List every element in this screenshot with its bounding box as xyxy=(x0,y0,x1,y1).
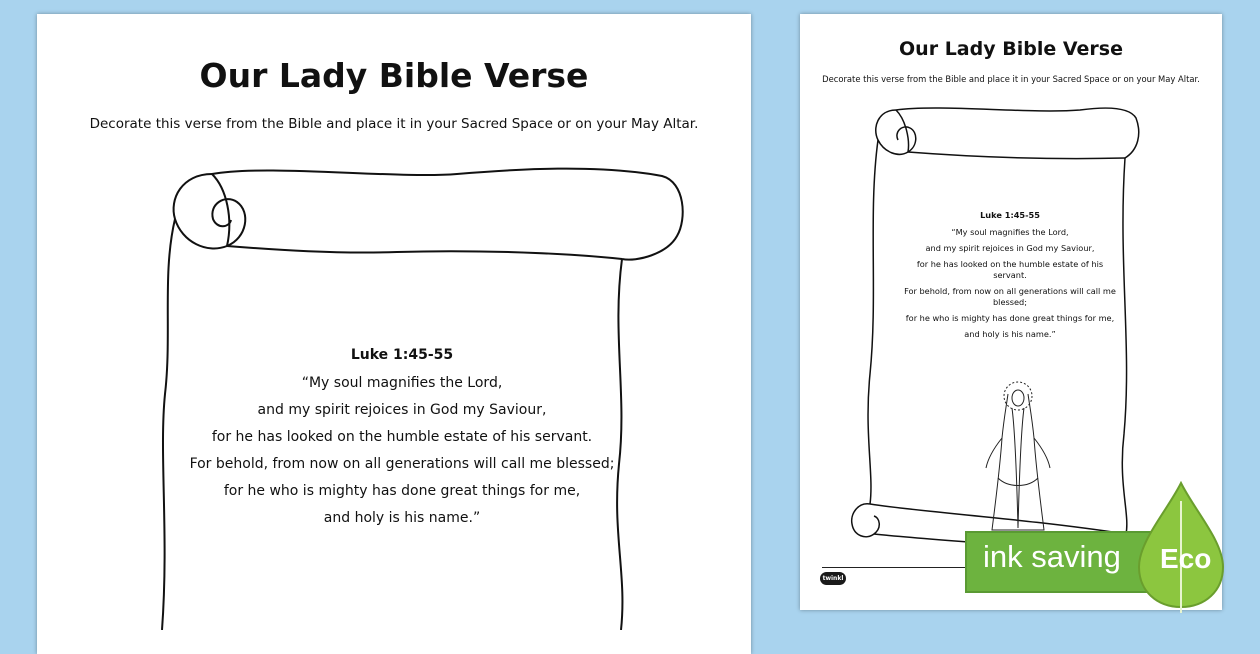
page-subtitle: Decorate this verse from the Bible and place it in your Sacred Space or on your May Altar. xyxy=(89,116,699,132)
worksheet-preview-large xyxy=(37,14,751,654)
verse-line: and holy is his name.” xyxy=(323,510,481,526)
eco-ink-saving-badge xyxy=(965,481,1255,601)
verse-line: For behold, from now on all generations will call me blessed; xyxy=(189,456,615,472)
bible-verse xyxy=(900,210,1120,345)
verse-line: for he has looked on the humble estate of his servant. xyxy=(916,259,1104,280)
eco-label: Eco xyxy=(1160,543,1212,574)
verse-line: and my spirit rejoices in God my Saviour, xyxy=(925,243,1095,253)
verse-line: and my spirit rejoices in God my Saviour, xyxy=(257,402,547,418)
twinkl-logo: twinkl xyxy=(820,572,846,585)
page-title: Our Lady Bible Verse xyxy=(899,38,1123,60)
verse-reference: Luke 1:45-55 xyxy=(980,210,1040,220)
verse-line: for he who is mighty has done great things for me, xyxy=(905,313,1115,323)
verse-line: and holy is his name.” xyxy=(964,329,1056,339)
bible-verse xyxy=(187,346,617,536)
verse-line: for he who is mighty has done great things for me, xyxy=(223,483,581,499)
page-title: Our Lady Bible Verse xyxy=(199,56,589,95)
verse-line: “My soul magnifies the Lord, xyxy=(951,227,1069,237)
ink-saving-text: ink saving xyxy=(983,539,1121,574)
verse-line: “My soul magnifies the Lord, xyxy=(301,375,503,391)
verse-reference: Luke 1:45-55 xyxy=(350,347,454,363)
verse-line: for he has looked on the humble estate of his servant. xyxy=(211,429,593,445)
page-subtitle: Decorate this verse from the Bible and place it in your Sacred Space or on your May Altar. xyxy=(822,74,1200,84)
scroll-illustration xyxy=(37,14,751,630)
verse-line: For behold, from now on all generations will call me blessed; xyxy=(904,286,1116,307)
